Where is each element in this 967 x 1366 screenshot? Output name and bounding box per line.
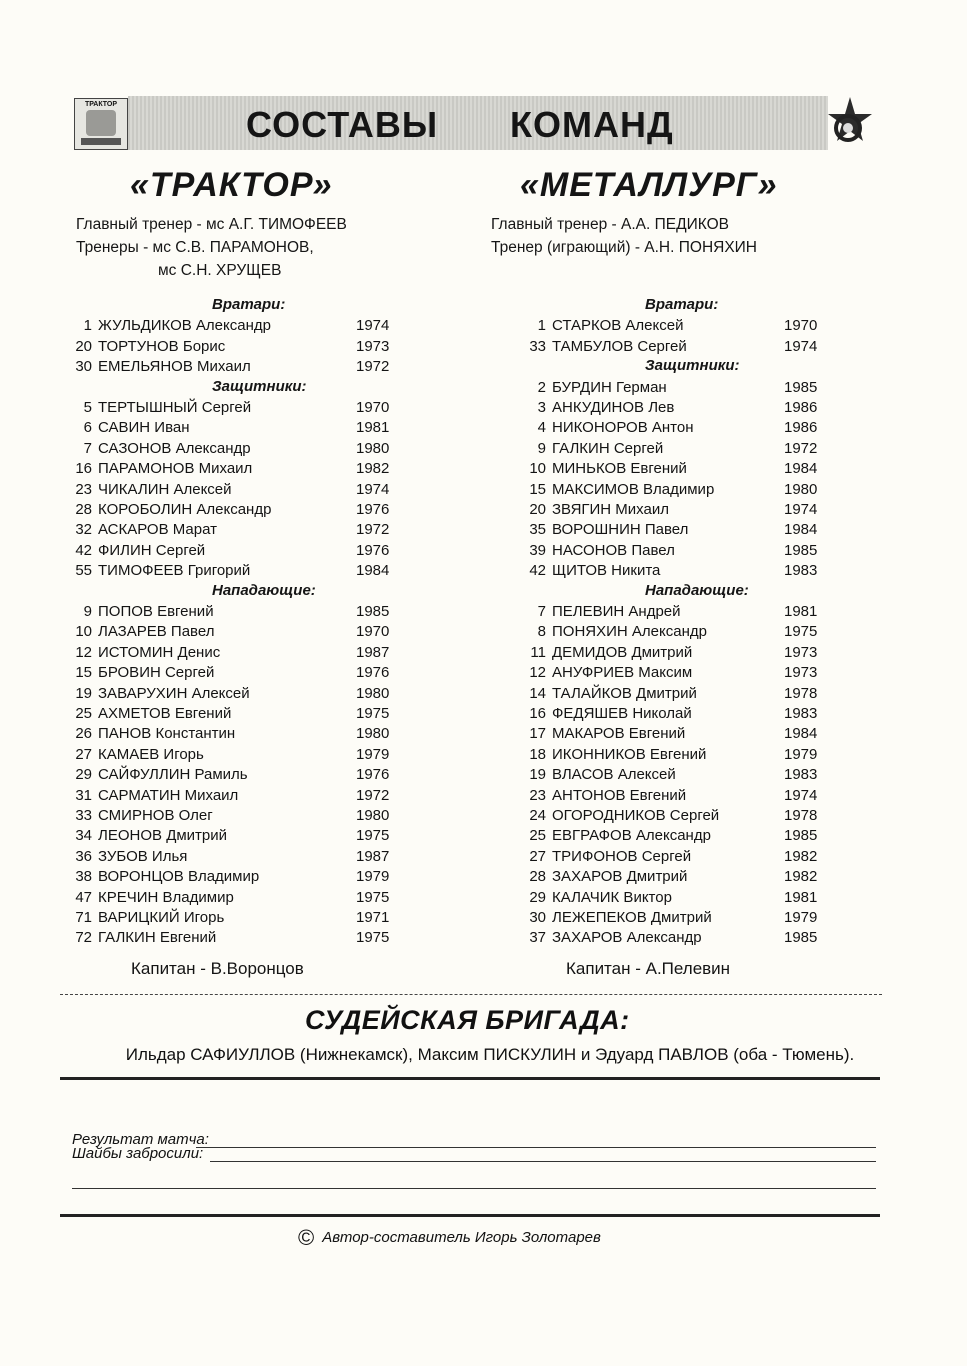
player-birth-year: 1973: [784, 643, 818, 661]
player-row: [62, 602, 406, 622]
player-name: АСКАРОВ Марат: [98, 521, 217, 539]
player-name: КРЕЧИН Владимир: [98, 888, 234, 906]
player-name: ВОРОНЦОВ Владимир: [98, 868, 260, 886]
player-row: [62, 418, 406, 438]
player-birth-year: 1981: [784, 888, 818, 906]
player-name: КАМАЕВ Игорь: [98, 745, 204, 763]
player-name: ЕВГРАФОВ Александр: [552, 827, 711, 845]
player-name: ТОРТУНОВ Борис: [98, 337, 226, 355]
player-row: [516, 459, 834, 479]
player-name: НАСОНОВ Павел: [552, 541, 675, 559]
player-birth-year: 1974: [356, 480, 390, 498]
player-birth-year: 1974: [784, 337, 818, 355]
player-number: 19: [529, 766, 546, 784]
player-name: ЗАХАРОВ Александр: [552, 929, 702, 947]
player-birth-year: 1985: [784, 378, 818, 396]
player-name: ВАРИЦКИЙ Игорь: [98, 909, 225, 926]
player-row: [516, 378, 834, 398]
player-birth-year: 1975: [356, 705, 390, 722]
player-row: [516, 602, 834, 622]
player-name: ПАНОВ Константин: [98, 725, 236, 743]
player-birth-year: 1982: [784, 847, 818, 865]
player-name: БРОВИН Сергей: [98, 664, 215, 682]
player-birth-year: 1975: [356, 827, 390, 845]
player-number: 5: [83, 399, 92, 416]
player-number: 71: [75, 909, 92, 926]
player-birth-year: 1972: [356, 521, 390, 539]
player-row: [516, 928, 834, 948]
player-name: ЗАХАРОВ Дмитрий: [552, 868, 688, 886]
player-row: [516, 867, 834, 887]
player-row: [62, 908, 406, 928]
player-name: МИНЬКОВ Евгений: [552, 460, 687, 478]
player-number: 11: [530, 643, 546, 661]
player-row: [62, 745, 406, 765]
player-birth-year: 1974: [784, 786, 818, 804]
player-birth-year: 1980: [356, 807, 390, 824]
player-row: [62, 806, 406, 826]
player-birth-year: 1976: [356, 501, 390, 518]
team-name-traktor: «ТРАКТОР»: [130, 166, 333, 204]
player-birth-year: 1982: [356, 460, 390, 478]
player-name: ЩИТОВ Никита: [552, 562, 661, 580]
player-name: АНУФРИЕВ Максим: [552, 664, 693, 682]
player-birth-year: 1970: [356, 399, 390, 416]
copyright-icon: ©: [298, 1225, 315, 1250]
player-row: [516, 908, 834, 928]
player-birth-year: 1978: [784, 684, 818, 702]
player-birth-year: 1971: [356, 909, 390, 926]
scorers-line: [210, 1161, 876, 1162]
player-number: 39: [529, 541, 546, 559]
referees-title: СУДЕЙСКАЯ БРИГАДА:: [305, 1005, 630, 1035]
player-row: [516, 663, 834, 683]
player-name: ЗУБОВ Илья: [98, 847, 188, 865]
player-number: 35: [529, 521, 546, 539]
player-name: ЧИКАЛИН Алексей: [98, 480, 232, 498]
match-result-label: Результат матча:: [72, 1131, 209, 1148]
player-birth-year: 1979: [356, 868, 390, 886]
player-name: АНКУДИНОВ Лев: [552, 399, 675, 416]
player-name: МАКАРОВ Евгений: [552, 725, 686, 743]
player-number: 23: [529, 786, 546, 804]
player-row: [516, 337, 834, 357]
player-row: [62, 622, 406, 642]
player-number: 10: [75, 623, 92, 641]
player-name: ЛЕЖЕПЕКОВ Дмитрий: [552, 909, 712, 926]
player-birth-year: 1982: [784, 868, 818, 886]
player-name: НИКОНОРОВ Антон: [552, 419, 694, 437]
player-birth-year: 1979: [356, 745, 390, 763]
player-number: 8: [537, 623, 546, 641]
player-name: ПЕЛЕВИН Андрей: [552, 603, 681, 620]
player-row: [62, 520, 406, 540]
player-row: [516, 704, 834, 724]
player-birth-year: 1986: [784, 399, 818, 416]
player-number: 42: [75, 541, 92, 559]
player-birth-year: 1970: [784, 317, 818, 335]
player-name: ФЕДЯШЕВ Николай: [552, 705, 692, 722]
player-birth-year: 1975: [356, 929, 390, 947]
player-row: [516, 480, 834, 500]
player-row: [62, 765, 406, 785]
player-row: [62, 867, 406, 887]
player-number: 38: [75, 868, 92, 886]
player-birth-year: 1972: [356, 786, 390, 804]
player-name: ПОПОВ Евгений: [98, 603, 214, 620]
player-number: 6: [83, 419, 92, 437]
player-number: 12: [529, 664, 546, 682]
player-name: КОРОБОЛИН Александр: [98, 501, 272, 518]
player-number: 20: [529, 501, 546, 518]
player-birth-year: 1980: [784, 480, 818, 498]
player-number: 36: [75, 847, 92, 865]
coach-staff-line: Главный тренер - А.А. ПЕДИКОВ: [491, 216, 729, 233]
player-number: 55: [75, 562, 92, 580]
player-row: [62, 643, 406, 663]
player-number: 30: [529, 909, 546, 926]
player-row: [516, 806, 834, 826]
player-number: 29: [75, 766, 92, 784]
player-row: [516, 398, 834, 418]
player-number: 20: [75, 337, 92, 355]
player-birth-year: 1972: [356, 358, 390, 376]
separator-solid-top: [60, 1077, 880, 1080]
player-number: 24: [529, 807, 546, 824]
player-name: ВЛАСОВ Алексей: [552, 766, 676, 784]
player-number: 29: [529, 888, 546, 906]
player-birth-year: 1974: [784, 501, 818, 518]
player-name: ДЕМИДОВ Дмитрий: [552, 643, 693, 661]
player-number: 15: [529, 480, 546, 498]
player-row: [516, 439, 834, 459]
player-row: [516, 745, 834, 765]
player-row: [62, 704, 406, 724]
player-number: 14: [529, 684, 546, 702]
player-number: 28: [75, 501, 92, 518]
player-birth-year: 1981: [784, 603, 818, 620]
player-name: ЗВЯГИН Михаил: [552, 501, 669, 518]
player-birth-year: 1980: [356, 439, 390, 457]
player-row: [62, 500, 406, 520]
player-name: СМИРНОВ Олег: [98, 807, 213, 824]
referees-text: Ильдар САФИУЛЛОВ (Нижнекамск), Максим ПИСКУЛИН и Эдуард ПАВЛОВ (оба - Тюмень).: [125, 1045, 855, 1064]
player-row: [62, 847, 406, 867]
player-birth-year: 1984: [356, 562, 390, 580]
player-row: [516, 847, 834, 867]
player-row: [62, 337, 406, 357]
player-row: [516, 316, 834, 336]
coach-staff-line: Тренер (играющий) - А.Н. ПОНЯХИН: [491, 239, 757, 256]
player-name: ГАЛКИН Евгений: [98, 929, 217, 947]
player-row: [516, 520, 834, 540]
player-row: [62, 826, 406, 846]
player-number: 34: [75, 827, 92, 845]
player-birth-year: 1984: [784, 725, 818, 743]
player-row: [516, 622, 834, 642]
header-title-left: СОСТАВЫ: [246, 104, 439, 145]
player-name: САВИН Иван: [98, 419, 190, 437]
player-name: ТАМБУЛОВ Сергей: [552, 337, 687, 355]
player-birth-year: 1972: [784, 439, 818, 457]
player-birth-year: 1976: [356, 541, 390, 559]
player-number: 33: [75, 807, 92, 824]
player-row: [516, 724, 834, 744]
player-birth-year: 1979: [784, 745, 818, 763]
player-name: ЖУЛЬДИКОВ Александр: [98, 317, 271, 335]
player-birth-year: 1979: [784, 909, 818, 926]
player-number: 25: [529, 827, 546, 845]
logo-bar: [81, 138, 121, 145]
logo-text: ТРАКТОР: [84, 101, 118, 108]
player-name: АНТОНОВ Евгений: [552, 786, 687, 804]
player-name: САРМАТИН Михаил: [98, 786, 239, 804]
player-birth-year: 1985: [356, 603, 390, 620]
player-number: 23: [75, 480, 92, 498]
player-birth-year: 1983: [784, 562, 818, 580]
coach-staff-line: Тренеры - мс С.В. ПАРАМОНОВ,: [76, 239, 314, 256]
player-birth-year: 1985: [784, 541, 818, 559]
section-heading: Защитники:: [212, 377, 307, 395]
player-birth-year: 1987: [356, 643, 390, 661]
player-row: [62, 928, 406, 948]
player-number: 17: [529, 725, 546, 743]
player-birth-year: 1986: [784, 419, 818, 437]
player-birth-year: 1978: [784, 807, 818, 824]
player-row: [62, 439, 406, 459]
player-row: [516, 500, 834, 520]
author-credit: Автор-составитель Игорь Золотарев: [322, 1229, 601, 1246]
player-name: ИСТОМИН Денис: [98, 643, 221, 661]
player-name: КАЛАЧИК Виктор: [552, 888, 672, 906]
player-birth-year: 1984: [784, 521, 818, 539]
player-number: 26: [75, 725, 92, 743]
player-birth-year: 1973: [784, 664, 818, 682]
scorers-label: Шайбы забросили:: [72, 1145, 204, 1162]
player-number: 30: [75, 358, 92, 376]
player-name: ТРИФОНОВ Сергей: [552, 847, 692, 865]
player-row: [62, 541, 406, 561]
metallurg-star-logo: [822, 94, 878, 150]
player-birth-year: 1980: [356, 725, 390, 743]
player-number: 33: [529, 337, 546, 355]
player-number: 42: [529, 562, 546, 580]
player-row: [62, 786, 406, 806]
player-name: ТИМОФЕЕВ Григорий: [98, 562, 251, 580]
player-row: [516, 418, 834, 438]
player-number: 15: [75, 664, 92, 682]
match-result-line: [196, 1147, 876, 1148]
player-birth-year: 1981: [356, 419, 390, 437]
player-birth-year: 1980: [356, 684, 390, 702]
player-name: СТАРКОВ Алексей: [552, 317, 684, 335]
player-number: 4: [537, 419, 546, 437]
player-number: 16: [529, 705, 546, 722]
separator-dashed: [60, 994, 882, 995]
player-name: ЗАВАРУХИН Алексей: [98, 684, 250, 702]
player-row: [62, 398, 406, 418]
player-name: ТАЛАЙКОВ Дмитрий: [552, 684, 697, 702]
player-birth-year: 1973: [356, 337, 390, 355]
player-number: 47: [75, 888, 92, 906]
captain-metallurg: Капитан - А.Пелевин: [566, 959, 731, 978]
player-number: 72: [75, 929, 92, 947]
coach-staff-line: мс С.Н. ХРУЩЕВ: [158, 262, 282, 279]
player-number: 37: [529, 929, 546, 947]
player-name: САЙФУЛЛИН Рамиль: [98, 766, 248, 784]
player-number: 27: [75, 745, 92, 763]
player-name: АХМЕТОВ Евгений: [98, 705, 232, 722]
player-row: [62, 480, 406, 500]
player-name: ГАЛКИН Сергей: [552, 439, 664, 457]
scorers-line-2: [72, 1188, 876, 1189]
player-name: ЕМЕЛЬЯНОВ Михаил: [98, 358, 251, 376]
player-number: 25: [75, 705, 92, 722]
player-row: [62, 663, 406, 683]
player-row: [62, 684, 406, 704]
player-name: ПАРАМОНОВ Михаил: [98, 460, 253, 478]
player-name: ЛЕОНОВ Дмитрий: [98, 827, 228, 845]
player-row: [62, 724, 406, 744]
player-number: 7: [83, 439, 92, 457]
header-title-right: КОМАНД: [510, 104, 674, 145]
section-heading: Нападающие:: [212, 581, 316, 599]
player-birth-year: 1974: [356, 317, 390, 335]
player-row: [62, 357, 406, 377]
player-number: 19: [75, 684, 92, 702]
section-heading: Защитники:: [645, 357, 740, 375]
player-birth-year: 1983: [784, 705, 818, 722]
player-birth-year: 1983: [784, 766, 818, 784]
player-number: 28: [529, 868, 546, 886]
player-row: [516, 643, 834, 663]
player-birth-year: 1975: [356, 888, 390, 906]
player-row: [516, 826, 834, 846]
player-number: 1: [537, 317, 546, 335]
player-number: 3: [537, 399, 546, 416]
player-number: 31: [75, 786, 92, 804]
header-band: [128, 96, 828, 150]
player-number: 2: [537, 378, 546, 396]
player-name: ТЕРТЫШНЫЙ Сергей: [98, 399, 252, 416]
captain-traktor: Капитан - В.Воронцов: [131, 959, 304, 978]
player-name: БУРДИН Герман: [552, 378, 667, 396]
player-birth-year: 1975: [784, 623, 818, 641]
player-birth-year: 1976: [356, 664, 390, 682]
player-number: 18: [529, 745, 546, 763]
player-row: [516, 561, 834, 581]
player-number: 7: [537, 603, 546, 620]
team-name-metallurg: «МЕТАЛЛУРГ»: [520, 166, 778, 204]
player-row: [516, 765, 834, 785]
player-row: [516, 786, 834, 806]
player-number: 9: [83, 603, 92, 620]
section-heading: Вратари:: [212, 296, 286, 313]
player-birth-year: 1970: [356, 623, 390, 641]
player-number: 10: [529, 460, 546, 478]
player-birth-year: 1984: [784, 460, 818, 478]
player-row: [516, 888, 834, 908]
player-name: ЛАЗАРЕВ Павел: [98, 623, 215, 641]
player-birth-year: 1976: [356, 766, 390, 784]
player-row: [516, 684, 834, 704]
copyright: [298, 1225, 601, 1251]
player-name: ФИЛИН Сергей: [98, 541, 206, 559]
player-birth-year: 1985: [784, 929, 818, 947]
player-row: [516, 541, 834, 561]
traktor-logo: [74, 98, 128, 150]
player-number: 12: [75, 643, 92, 661]
section-heading: Нападающие:: [645, 581, 749, 599]
player-number: 32: [75, 521, 92, 539]
player-row: [62, 888, 406, 908]
player-name: ОГОРОДНИКОВ Сергей: [552, 807, 720, 824]
coach-staff-line: Главный тренер - мс А.Г. ТИМОФЕЕВ: [76, 216, 347, 233]
player-name: ИКОННИКОВ Евгений: [552, 745, 707, 763]
player-row: [62, 561, 406, 581]
logo-figure: [86, 110, 116, 136]
player-row: [62, 459, 406, 479]
player-number: 16: [75, 460, 92, 478]
player-number: 9: [537, 439, 546, 457]
separator-solid-bottom: [60, 1214, 880, 1217]
player-birth-year: 1987: [356, 847, 390, 865]
player-number: 1: [83, 317, 92, 335]
player-name: САЗОНОВ Александр: [98, 439, 251, 457]
player-name: ПОНЯХИН Александр: [552, 623, 707, 641]
player-row: [62, 316, 406, 336]
player-birth-year: 1985: [784, 827, 818, 845]
player-name: МАКСИМОВ Владимир: [552, 480, 715, 498]
section-heading: Вратари:: [645, 296, 719, 313]
player-number: 27: [529, 847, 546, 865]
player-name: ВОРОШНИН Павел: [552, 521, 689, 539]
